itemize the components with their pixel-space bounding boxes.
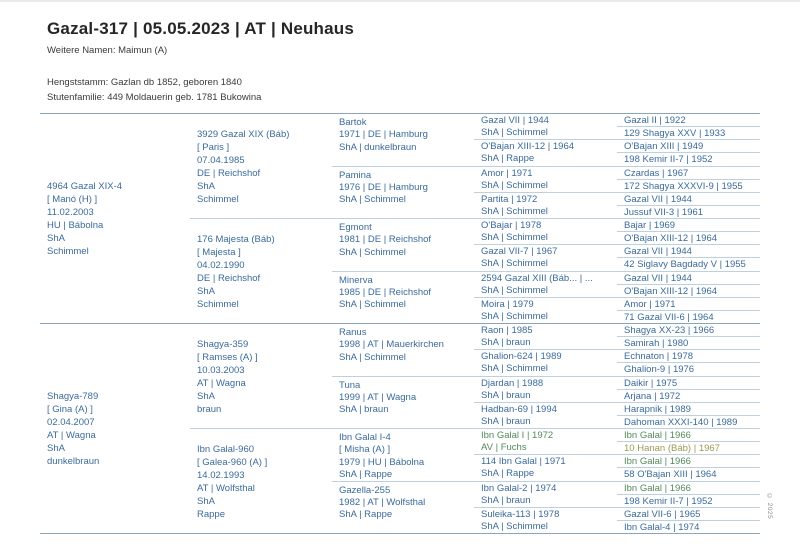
- horse-name-link[interactable]: 71 Gazal VII-6 | 1964: [624, 311, 714, 323]
- pedigree-cell[interactable]: [617, 455, 760, 468]
- horse-name-link[interactable]: Ibn Galal I-4: [339, 432, 391, 443]
- pedigree-table: [40, 113, 760, 534]
- horse-name-link[interactable]: 198 Kemir II-7 | 1952: [624, 154, 713, 166]
- horse-name-link[interactable]: 176 Majesta (Báb): [197, 233, 275, 245]
- horse-name-link[interactable]: Daikir | 1975: [624, 377, 678, 389]
- horse-name-link[interactable]: Ibn Galal | 1966: [624, 456, 691, 468]
- horse-name-link[interactable]: Jussuf VII-3 | 1961: [624, 206, 704, 218]
- horse-name-link[interactable]: Gazal VII-7 | 1967: [481, 246, 558, 258]
- horse-name-link[interactable]: Hadban-69 | 1994: [481, 403, 557, 415]
- horse-info: 1979 | HU | Bábolna: [339, 456, 425, 468]
- horse-name-link[interactable]: Ibn Galal | 1966: [624, 430, 691, 441]
- pedigree-cell[interactable]: [332, 429, 474, 482]
- horse-info: [ Gina (A) ]: [47, 404, 93, 415]
- pedigree-cell[interactable]: [190, 114, 332, 219]
- horse-info: ShA: [47, 233, 65, 244]
- horse-info: ShA: [197, 495, 215, 507]
- horse-name-link[interactable]: Gazal VII | 1944: [481, 115, 549, 126]
- pedigree-cell[interactable]: [332, 219, 474, 272]
- horse-name-link[interactable]: Bartok: [339, 117, 367, 128]
- pedigree-cell[interactable]: [474, 167, 617, 193]
- horse-name-link[interactable]: 129 Shagya XXV | 1933: [624, 128, 726, 140]
- copyright-note: © 2025: [766, 492, 773, 519]
- horse-name-link[interactable]: Samirah | 1980: [624, 338, 689, 350]
- pedigree-cell[interactable]: [332, 114, 474, 167]
- horse-info: ShA | Schimmel: [339, 299, 406, 311]
- pedigree-cell[interactable]: [617, 153, 760, 166]
- pedigree-cell[interactable]: [617, 245, 760, 258]
- horse-info: ShA | Schimmel: [481, 258, 548, 270]
- pedigree-cell[interactable]: [332, 324, 474, 377]
- horse-name-link[interactable]: Gazal VII-6 | 1965: [624, 508, 701, 520]
- pedigree-cell[interactable]: [332, 377, 474, 430]
- horse-name-link[interactable]: Bajar | 1969: [624, 220, 676, 231]
- horse-name-link[interactable]: Moira | 1979: [481, 298, 534, 310]
- horse-name-link[interactable]: Ibn Galal I | 1972: [481, 430, 554, 441]
- pedigree-cell[interactable]: [617, 298, 760, 311]
- pedigree-cell[interactable]: [617, 521, 760, 534]
- pedigree-cell[interactable]: [617, 495, 760, 508]
- horse-name-link[interactable]: Amor | 1971: [624, 298, 676, 310]
- pedigree-cell[interactable]: [474, 298, 617, 324]
- horse-name-link[interactable]: Czardas | 1967: [624, 167, 689, 179]
- horse-info: ShA | Schimmel: [481, 310, 548, 322]
- horse-info: [ Manó (H) ]: [47, 194, 98, 205]
- horse-name-link[interactable]: Ghalion-624 | 1989: [481, 351, 562, 363]
- pedigree-cell[interactable]: [617, 140, 760, 153]
- horse-info: ShA | Rappe: [481, 153, 535, 165]
- horse-info: 07.04.1985: [197, 154, 245, 166]
- horse-name-link[interactable]: O'Bajan XIII-12 | 1964: [481, 141, 575, 153]
- pedigree-cell[interactable]: [617, 482, 760, 495]
- horse-info: ShA: [47, 443, 65, 454]
- horse-info: 14.02.1993: [197, 469, 245, 481]
- horse-name-link[interactable]: 4964 Gazal XIX-4: [47, 181, 122, 192]
- pedigree-cell[interactable]: [474, 193, 617, 219]
- horse-name-link[interactable]: Tuna: [339, 379, 361, 391]
- horse-name-link[interactable]: Shagya XX-23 | 1966: [624, 325, 715, 336]
- horse-info: [ Ramses (A) ]: [197, 351, 258, 363]
- pedigree-cell[interactable]: [617, 377, 760, 390]
- hengststamm: Hengststamm: Gazlan db 1852, geboren 1840: [47, 77, 242, 88]
- horse-info: ShA | Schimmel: [481, 520, 548, 532]
- pedigree-cell[interactable]: [617, 114, 760, 127]
- horse-info: ShA | braun: [481, 494, 531, 506]
- pedigree-cell[interactable]: [474, 114, 617, 140]
- horse-info: ShA | Rappe: [339, 468, 393, 480]
- horse-name-link[interactable]: Echnaton | 1978: [624, 351, 694, 363]
- horse-info: ShA | dunkelbraun: [339, 141, 417, 153]
- horse-name-link[interactable]: Raon | 1985: [481, 325, 533, 336]
- horse-info: ShA | Schimmel: [481, 179, 548, 191]
- horse-name-link[interactable]: Ghalion-9 | 1976: [624, 364, 695, 376]
- pedigree-cell[interactable]: [617, 403, 760, 416]
- horse-name-link[interactable]: O'Bajan XIII-12 | 1964: [624, 233, 718, 245]
- pedigree-cell[interactable]: [617, 429, 760, 442]
- horse-info: Schimmel: [197, 193, 239, 205]
- pedigree-cell[interactable]: [617, 363, 760, 376]
- horse-info: ShA: [197, 285, 215, 297]
- page-title: Gazal-317 | 05.05.2023 | AT | Neuhaus: [47, 19, 355, 38]
- horse-info: Schimmel: [47, 246, 89, 257]
- pedigree-cell[interactable]: [474, 377, 617, 403]
- pedigree-cell[interactable]: [332, 167, 474, 220]
- horse-name-link[interactable]: 2594 Gazal XIII (Báb... | ...: [481, 272, 593, 284]
- pedigree-cell[interactable]: [474, 482, 617, 508]
- pedigree-cell[interactable]: [617, 311, 760, 324]
- horse-info: braun: [197, 403, 222, 415]
- horse-info: 1985 | DE | Reichshof: [339, 286, 432, 298]
- pedigree-cell[interactable]: [474, 324, 617, 350]
- pedigree-cell[interactable]: [617, 258, 760, 271]
- pedigree-cell[interactable]: [190, 429, 332, 534]
- horse-info: [ Misha (A) ]: [339, 444, 391, 456]
- horse-info: [ Paris ]: [197, 141, 230, 153]
- horse-info: ShA | Schimmel: [339, 246, 406, 258]
- horse-info: 11.02.2003: [47, 207, 94, 218]
- horse-name-link[interactable]: 172 Shagya XXXVI-9 | 1955: [624, 180, 743, 192]
- horse-name-link[interactable]: Gazal II | 1922: [624, 115, 686, 126]
- pedigree-cell[interactable]: [617, 180, 760, 193]
- horse-name-link[interactable]: 10 Hanan (Báb) | 1967: [624, 443, 720, 455]
- horse-info: Schimmel: [197, 298, 239, 310]
- pedigree-cell[interactable]: [332, 272, 474, 325]
- horse-name-link[interactable]: Shagya-359: [197, 338, 249, 350]
- horse-name-link[interactable]: Arjana | 1972: [624, 390, 681, 402]
- horse-info: ShA | Schimmel: [481, 232, 548, 243]
- horse-name-link[interactable]: Egmont: [339, 222, 372, 233]
- horse-info: AT | Wolfsthal: [197, 482, 255, 494]
- horse-name-link[interactable]: 198 Kemir II-7 | 1952: [624, 495, 713, 507]
- horse-info: ShA | Schimmel: [339, 194, 406, 206]
- stutenfamilie: Stutenfamilie: 449 Moldauerin geb. 1781 Bukowina: [47, 92, 262, 103]
- horse-name-link[interactable]: Ibn Galal-4 | 1974: [624, 521, 700, 533]
- pedigree-cell[interactable]: [617, 206, 760, 219]
- horse-info: HU | Bábolna: [47, 220, 104, 231]
- horse-info: ShA | Rappe: [481, 468, 535, 480]
- pedigree-cell[interactable]: [617, 127, 760, 140]
- pedigree-cell[interactable]: [617, 272, 760, 285]
- horse-name-link[interactable]: O'Bajar | 1978: [481, 220, 542, 231]
- horse-info: [ Galea-960 (A) ]: [197, 456, 268, 468]
- pedigree-cell[interactable]: [617, 285, 760, 298]
- horse-info: AT | Wagna: [197, 377, 246, 389]
- pedigree-cell[interactable]: [474, 455, 617, 481]
- horse-name-link[interactable]: Gazella-255: [339, 484, 391, 496]
- pedigree-cell[interactable]: [617, 442, 760, 455]
- pedigree-cell[interactable]: [617, 193, 760, 206]
- horse-info: [ Majesta ]: [197, 246, 241, 258]
- horse-name-link[interactable]: Gazal VII | 1944: [624, 272, 692, 284]
- horse-info: 1998 | AT | Mauerkirchen: [339, 339, 444, 351]
- pedigree-cell[interactable]: [617, 219, 760, 232]
- horse-name-link[interactable]: Minerva: [339, 274, 373, 286]
- horse-name-link[interactable]: 58 O'Bajan XIII | 1964: [624, 469, 717, 481]
- pedigree-cell[interactable]: [40, 324, 190, 534]
- pedigree-cell[interactable]: [474, 508, 617, 534]
- horse-name-link[interactable]: 114 Ibn Galal | 1971: [481, 456, 566, 468]
- horse-info: 1981 | DE | Reichshof: [339, 234, 432, 246]
- horse-info: ShA | Schimmel: [481, 363, 548, 375]
- horse-info: ShA | braun: [339, 404, 389, 416]
- pedigree-cell[interactable]: [474, 403, 617, 429]
- horse-info: ShA | Rappe: [339, 509, 393, 521]
- horse-name-link[interactable]: Gazal VII | 1944: [624, 246, 692, 258]
- horse-name-link[interactable]: Djardan | 1988: [481, 377, 544, 389]
- horse-info: 04.02.1990: [197, 259, 245, 271]
- pedigree-cell[interactable]: [332, 482, 474, 535]
- horse-name-link[interactable]: 3929 Gazal XIX (Báb): [197, 128, 290, 140]
- pedigree-cell[interactable]: [474, 350, 617, 376]
- horse-info: DE | Reichshof: [197, 167, 261, 179]
- pedigree-cell[interactable]: [617, 468, 760, 481]
- horse-name-link[interactable]: Harapnik | 1989: [624, 403, 691, 415]
- horse-info: Rappe: [197, 508, 225, 520]
- horse-info: ShA | Schimmel: [481, 284, 548, 296]
- horse-name-link[interactable]: O'Bajan XIII | 1949: [624, 141, 704, 153]
- pedigree-cell[interactable]: [617, 416, 760, 429]
- pedigree-cell[interactable]: [617, 337, 760, 350]
- horse-info: ShA | braun: [481, 415, 531, 427]
- horse-info: ShA | braun: [481, 337, 531, 348]
- pedigree-cell[interactable]: [474, 219, 617, 245]
- horse-info: AV | Fuchs: [481, 442, 527, 453]
- horse-name-link[interactable]: 42 Siglavy Bagdady V | 1955: [624, 259, 746, 271]
- horse-info: 10.03.2003: [197, 364, 245, 376]
- pedigree-cell[interactable]: [617, 232, 760, 245]
- horse-info: ShA: [197, 390, 215, 402]
- horse-name-link[interactable]: Pamina: [339, 169, 372, 181]
- horse-info: DE | Reichshof: [197, 272, 261, 284]
- horse-info: AT | Wagna: [47, 430, 96, 441]
- weitere-namen: Weitere Namen: Maimun (A): [47, 45, 168, 56]
- horse-info: ShA | braun: [481, 389, 531, 401]
- horse-info: ShA | Schimmel: [481, 205, 548, 217]
- horse-name-link[interactable]: Ibn Galal | 1966: [624, 482, 691, 494]
- horse-name-link[interactable]: Dahoman XXXI-140 | 1989: [624, 416, 738, 428]
- pedigree-cell[interactable]: [190, 219, 332, 324]
- pedigree-cell[interactable]: [40, 114, 190, 324]
- pedigree-cell[interactable]: [617, 167, 760, 180]
- pedigree-cell[interactable]: [617, 324, 760, 337]
- horse-name-link[interactable]: Ibn Galal-2 | 1974: [481, 482, 557, 494]
- horse-name-link[interactable]: Amor | 1971: [481, 167, 533, 179]
- horse-name-link[interactable]: Suleika-113 | 1978: [481, 508, 560, 520]
- horse-name-link[interactable]: Gazal VII | 1944: [624, 193, 692, 205]
- pedigree-cell[interactable]: [190, 324, 332, 429]
- horse-name-link[interactable]: Ibn Galal-960: [197, 443, 255, 455]
- horse-info: 02.04.2007: [47, 417, 95, 428]
- horse-info: ShA: [197, 180, 215, 192]
- horse-info: ShA | Schimmel: [339, 351, 406, 363]
- horse-name-link[interactable]: Ranus: [339, 327, 367, 338]
- horse-info: 1982 | AT | Wolfsthal: [339, 496, 426, 508]
- horse-name-link[interactable]: Shagya-789: [47, 391, 99, 402]
- horse-name-link[interactable]: O'Bajan XIII-12 | 1964: [624, 285, 718, 297]
- horse-name-link[interactable]: Partita | 1972: [481, 193, 538, 205]
- horse-info: 1971 | DE | Hamburg: [339, 129, 428, 141]
- pedigree-cell[interactable]: [474, 140, 617, 166]
- horse-info: ShA | Schimmel: [481, 127, 548, 138]
- horse-info: 1976 | DE | Hamburg: [339, 181, 428, 193]
- horse-info: dunkelbraun: [47, 456, 100, 467]
- pedigree-cell[interactable]: [617, 350, 760, 363]
- horse-info: 1999 | AT | Wagna: [339, 391, 417, 403]
- pedigree-page: [0, 2, 800, 534]
- pedigree-cell[interactable]: [617, 508, 760, 521]
- pedigree-cell[interactable]: [474, 429, 617, 455]
- pedigree-cell[interactable]: [474, 245, 617, 271]
- pedigree-cell[interactable]: [617, 390, 760, 403]
- pedigree-cell[interactable]: [474, 272, 617, 298]
